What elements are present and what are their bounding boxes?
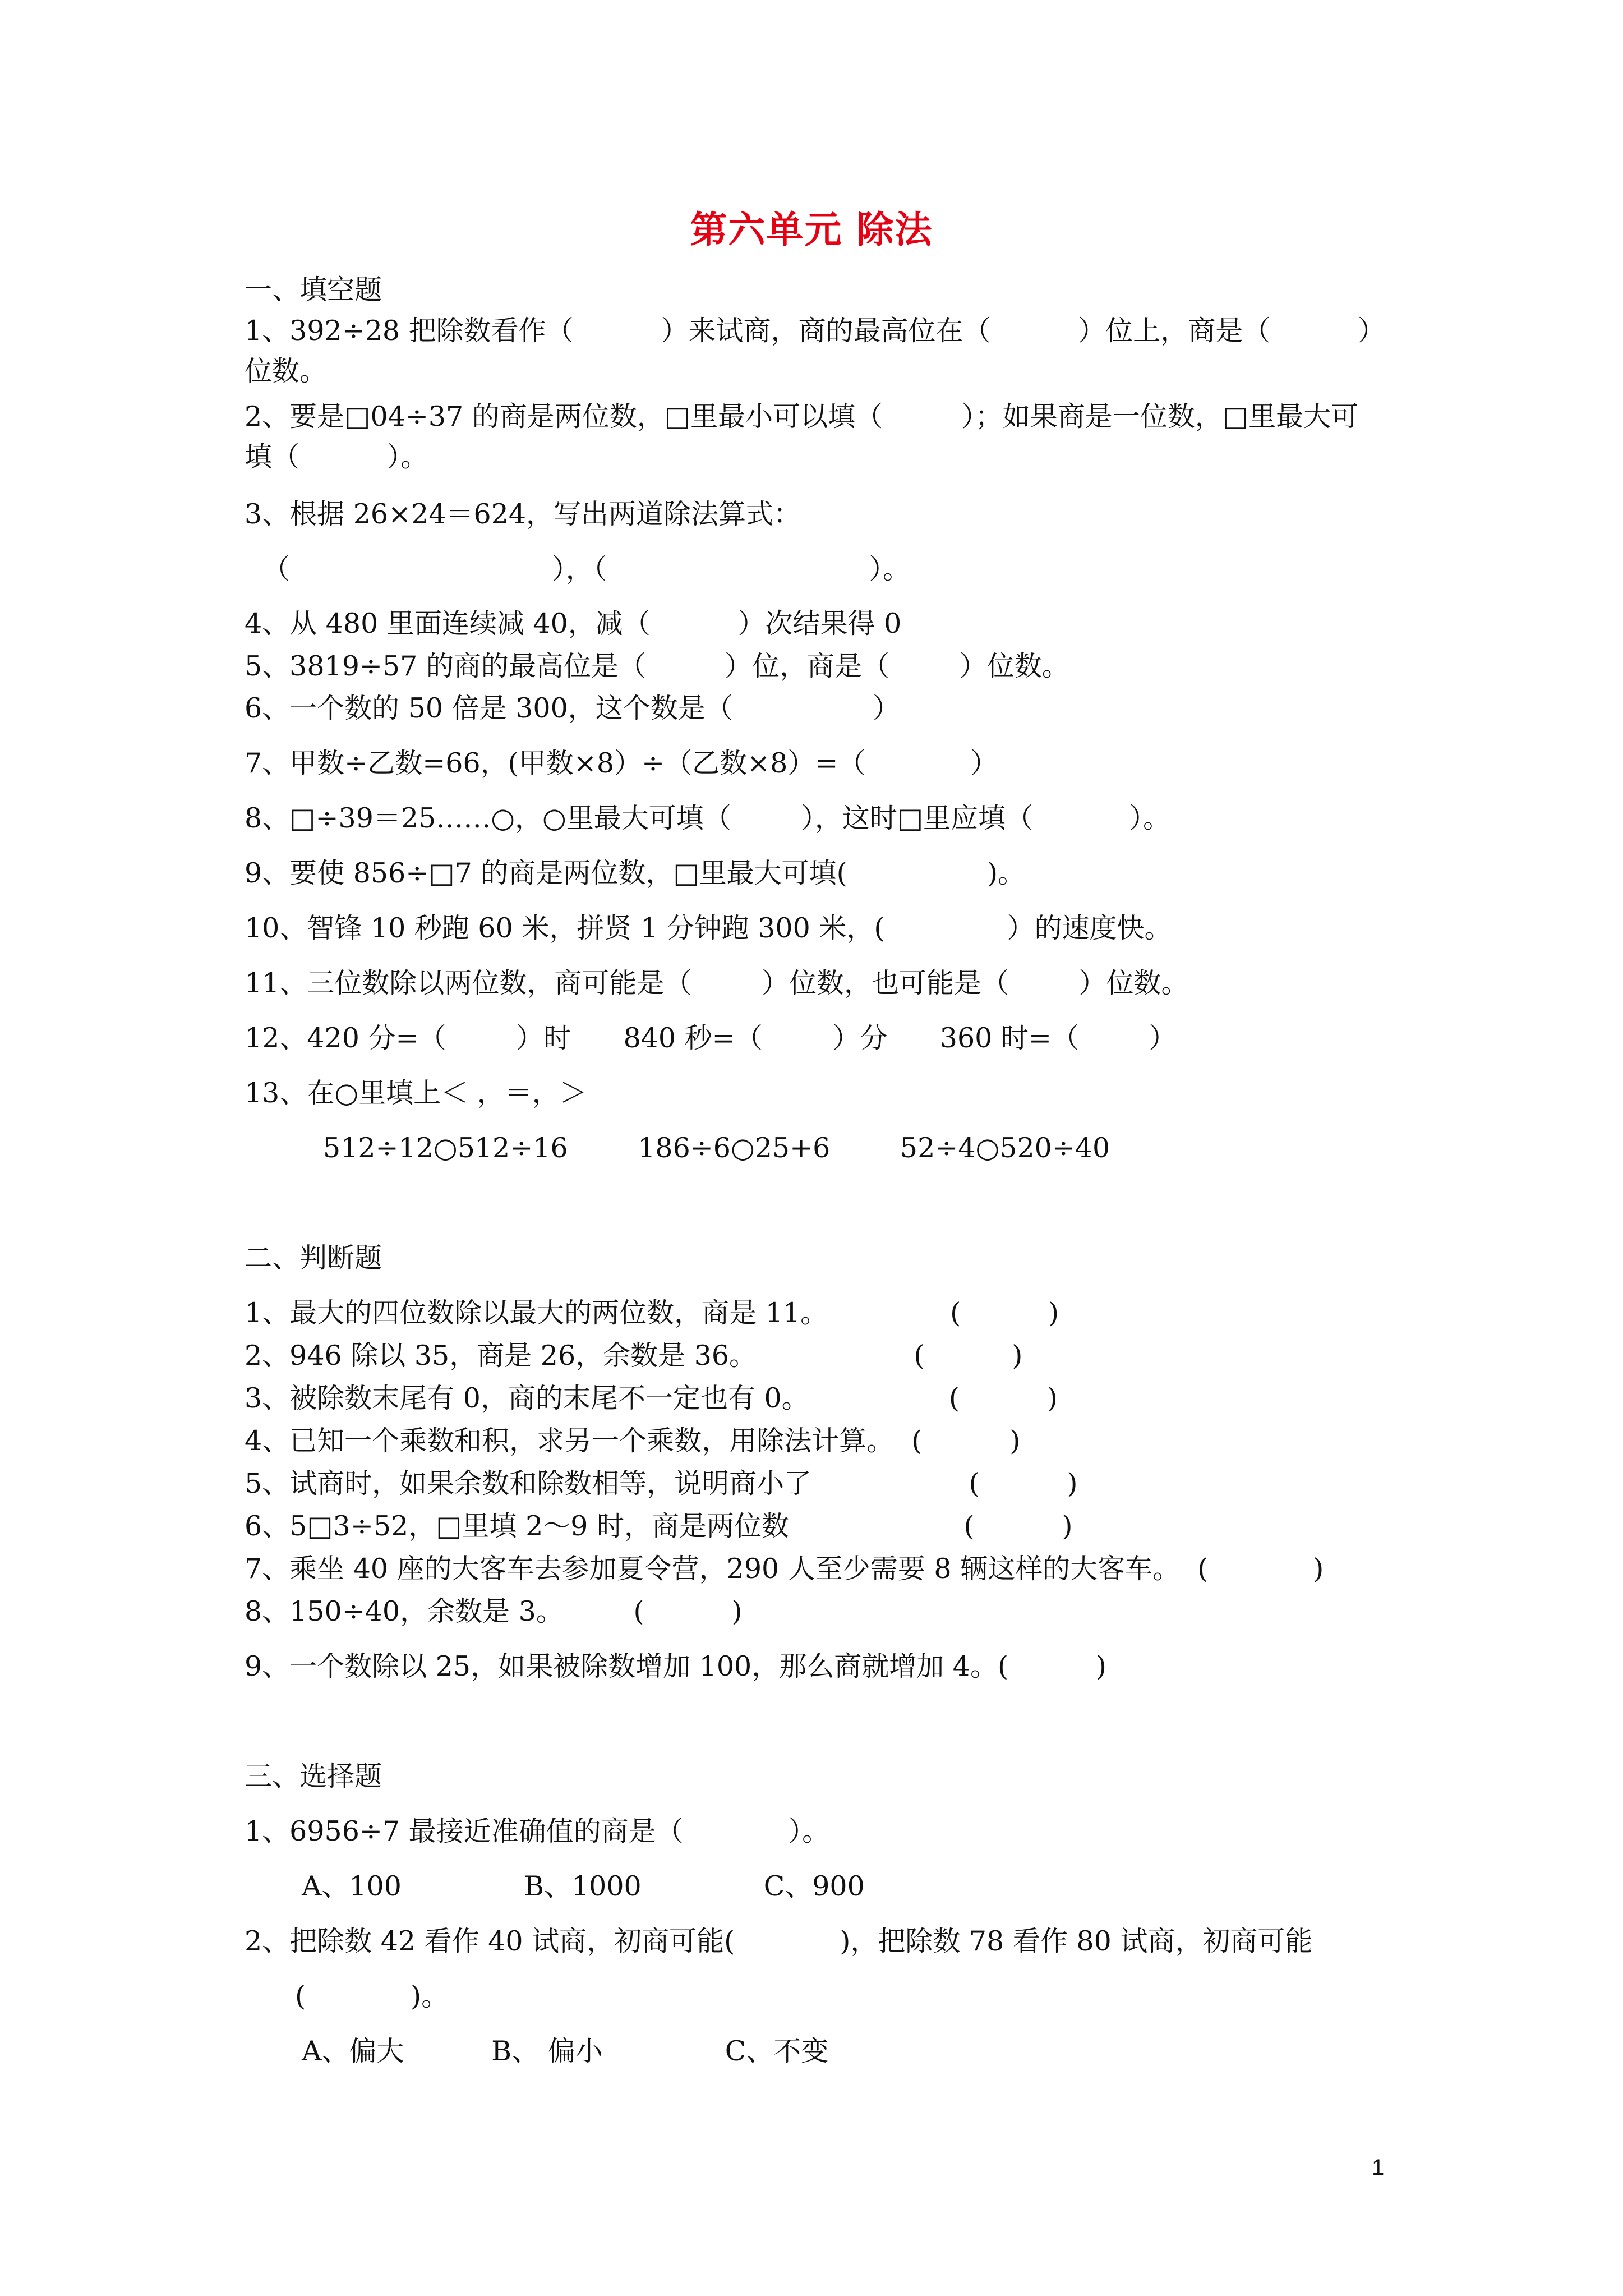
choice-q1-options: A、100 B、1000 C、900 bbox=[302, 1870, 865, 1902]
fill-q3-line1: 3、根据 26×24＝624，写出两道除法算式： bbox=[245, 498, 801, 530]
fill-q9: 9、要使 856÷□7 的商是两位数，□里最大可填( )。 bbox=[245, 857, 1026, 889]
section-heading-fill: 一、填空题 bbox=[245, 274, 382, 306]
choice-q2-options: A、偏大 B、 偏小 C、不变 bbox=[302, 2035, 829, 2067]
fill-q2-line2: 填（ ）。 bbox=[245, 441, 428, 473]
page-title: 第六单元 除法 bbox=[690, 208, 933, 251]
fill-q6: 6、一个数的 50 倍是 300，这个数是（ ） bbox=[245, 692, 900, 724]
fill-q8: 8、□÷39＝25……○，○里最大可填（ ），这时□里应填（ ）。 bbox=[245, 802, 1170, 834]
section-heading-judge: 二、判断题 bbox=[245, 1242, 382, 1274]
choice-q1: 1、6956÷7 最接近准确值的商是（ ）。 bbox=[245, 1815, 830, 1847]
judge-q6: 6、5□3÷52，□里填 2～9 时，商是两位数 ( ) bbox=[245, 1510, 1073, 1542]
fill-q4: 4、从 480 里面连续减 40，减（ ）次结果得 0 bbox=[245, 608, 902, 639]
choice-q2-line1: 2、把除数 42 看作 40 试商，初商可能( )，把除数 78 看作 80 试商，初商可能 bbox=[245, 1925, 1313, 1957]
choice-q2-line2: ( )。 bbox=[295, 1980, 449, 2012]
judge-q3: 3、被除数末尾有 0，商的末尾不一定也有 0。 ( ) bbox=[245, 1382, 1058, 1414]
judge-q7: 7、乘坐 40 座的大客车去参加夏令营，290 人至少需要 8 辆这样的大客车。 ( ) bbox=[245, 1553, 1324, 1585]
judge-q5: 5、试商时，如果余数和除数相等，说明商小了 ( ) bbox=[245, 1467, 1078, 1499]
fill-q12: 12、420 分=（ ）时 840 秒=（ ）分 360 时=（ ） bbox=[245, 1022, 1177, 1054]
fill-q2-line1: 2、要是□04÷37 的商是两位数，□里最小可以填（ ）；如果商是一位数，□里最大可 bbox=[245, 401, 1359, 432]
section-heading-choice: 三、选择题 bbox=[245, 1760, 382, 1792]
fill-q1-line1: 1、392÷28 把除数看作（ ）来试商，商的最高位在（ ）位上，商是（ ） bbox=[245, 315, 1385, 347]
fill-q11: 11、三位数除以两位数，商可能是（ ）位数，也可能是（ ）位数。 bbox=[245, 967, 1189, 999]
fill-q5: 5、3819÷57 的商的最高位是（ ）位，商是（ ）位数。 bbox=[245, 650, 1069, 682]
judge-q1: 1、最大的四位数除以最大的两位数，商是 11。 ( ) bbox=[245, 1297, 1059, 1329]
fill-q13-items: 512÷12○512÷16 186÷6○25+6 52÷4○520÷40 bbox=[323, 1132, 1110, 1164]
page-number: 1 bbox=[1372, 2155, 1385, 2180]
fill-q7: 7、甲数÷乙数=66，(甲数×8）÷（乙数×8）=（ ） bbox=[245, 747, 998, 779]
judge-q9: 9、一个数除以 25，如果被除数增加 100，那么商就增加 4。( ) bbox=[245, 1650, 1106, 1682]
fill-q3-line2: （ ），（ ）。 bbox=[262, 553, 911, 585]
fill-q10: 10、智锋 10 秒跑 60 米，拼贤 1 分钟跑 300 米，( ）的速度快。 bbox=[245, 912, 1172, 944]
judge-q8: 8、150÷40，余数是 3。 ( ) bbox=[245, 1595, 743, 1627]
judge-q2: 2、946 除以 35，商是 26，余数是 36。 ( ) bbox=[245, 1340, 1023, 1372]
fill-q13: 13、在○里填上＜ ，＝，＞ bbox=[245, 1077, 587, 1109]
fill-q1-line2: 位数。 bbox=[245, 355, 328, 387]
judge-q4: 4、已知一个乘数和积，求另一个乘数，用除法计算。 ( ) bbox=[245, 1425, 1021, 1457]
